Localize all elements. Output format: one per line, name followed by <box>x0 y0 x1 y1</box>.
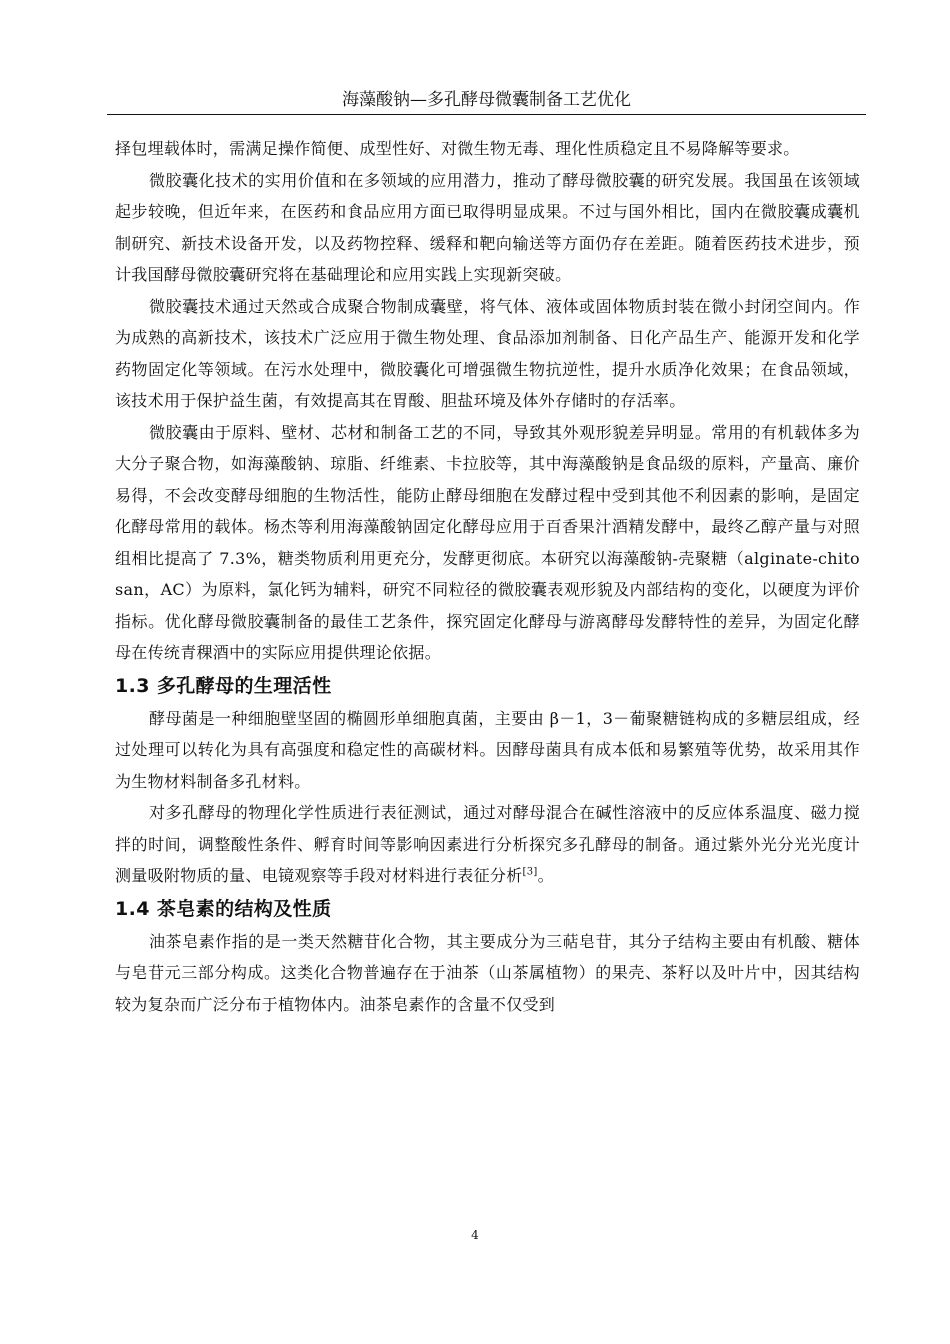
paragraph-porous-yeast-characterization <box>115 797 860 892</box>
section-heading-1-4: 1.4 茶皂素的结构及性质 <box>115 897 332 920</box>
page-number: 4 <box>471 1228 479 1242</box>
paragraph-microencapsulation-value: 微胶囊化技术的实用价值和在多领域的应用潜力，推动了酵母微胶囊的研究发展。我国虽在该领域起步较晚，但近年来，在医药和食品应用方面已取得明显成果。不过与国外相比，国内在微胶囊成囊机制研究、新技术设备开发，以及药物控释、缓释和靶向输送等方面仍存在差距。随着医药技术进步，预计我国酵母微胶囊研究将在基础理论和应用实践上实现新突破。 <box>115 170 860 284</box>
paragraph-carrier-materials: 微胶囊由于原料、壁材、芯材和制备工艺的不同，导致其外观形貌差异明显。常用的有机载体多为大分子聚合物，如海藻酸钠、琼脂、纤维素、卡拉胶等，其中海藻酸钠是食品级的原料，产量高、廉价易得，不会改变酵母细胞的生物活性，能防止酵母细胞在发酵过程中受到其他不利因素的影响，是固定化酵母常用的载体。杨杰等利用海藻酸钠固定化酵母应用于百香果汁酒精发酵中，最终乙醇产量与对照组相比提高了 7.3%，糖类物质利用更充分，发酵更彻底。本研究以海藻酸钠-壳聚糖（alginate-chitosan，AC）为原料，氯化钙为辅料，研究不同粒径的微胶囊表观形貌及内部结构的变化，以硬度为评价指标。优化酵母微胶囊制备的最佳工艺条件，探究固定化酵母与游离酵母发酵特性的差异，为固定化酵母在传统青稞酒中的实际应用提供理论依据。 <box>115 422 860 662</box>
paragraph-text: 对多孔酵母的物理化学性质进行表征测试，通过对酵母混合在碱性溶液中的反应体系温度、磁力搅拌的时间，调整酸性条件、孵育时间等影响因素进行分析探究多孔酵母的制备。通过紫外光分光光度计测量吸附物质的量、电镜观察等手段对材料进行表征分析 <box>115 803 860 885</box>
paragraph-tea-saponin: 油茶皂素作指的是一类天然糖苷化合物，其主要成分为三萜皂苷，其分子结构主要由有机酸、糖体与皂苷元三部分构成。这类化合物普遍存在于油茶（山茶属植物）的果壳、茶籽以及叶片中，因其结构较为复杂而广泛分布于植物体内。油茶皂素作的含量不仅受到 <box>115 931 860 1014</box>
header-divider <box>107 114 866 115</box>
paragraph-continued: 择包埋载体时，需满足操作简便、成型性好、对微生物无毒、理化性质稳定且不易降解等要求。 <box>115 139 800 158</box>
paragraph-yeast-structure: 酵母菌是一种细胞壁坚固的椭圆形单细胞真菌，主要由 β－1，3－葡聚糖链构成的多糖层组成，经过处理可以转化为具有高强度和稳定性的高碳材料。因酵母菌具有成本低和易繁殖等优势，故采用其作为生物材料制备多孔材料。 <box>115 708 860 791</box>
paragraph-end-punctuation: 。 <box>537 866 554 885</box>
section-heading-1-3: 1.3 多孔酵母的生理活性 <box>115 674 332 697</box>
body-text <box>115 133 860 1020</box>
paragraph-microencapsulation-technology: 微胶囊技术通过天然或合成聚合物制成囊壁，将气体、液体或固体物质封装在微小封闭空间内。作为成熟的高新技术，该技术广泛应用于微生物处理、食品添加剂制备、日化产品生产、能源开发和化学药物固定化等领域。在污水处理中，微胶囊化可增强微生物抗逆性，提升水质净化效果；在食品领域，该技术用于保护益生菌，有效提高其在胃酸、胆盐环境及体外存储时的存活率。 <box>115 296 860 410</box>
citation-reference: [3] <box>522 866 538 878</box>
running-header-title: 海藻酸钠—多孔酵母微囊制备工艺优化 <box>342 90 631 110</box>
